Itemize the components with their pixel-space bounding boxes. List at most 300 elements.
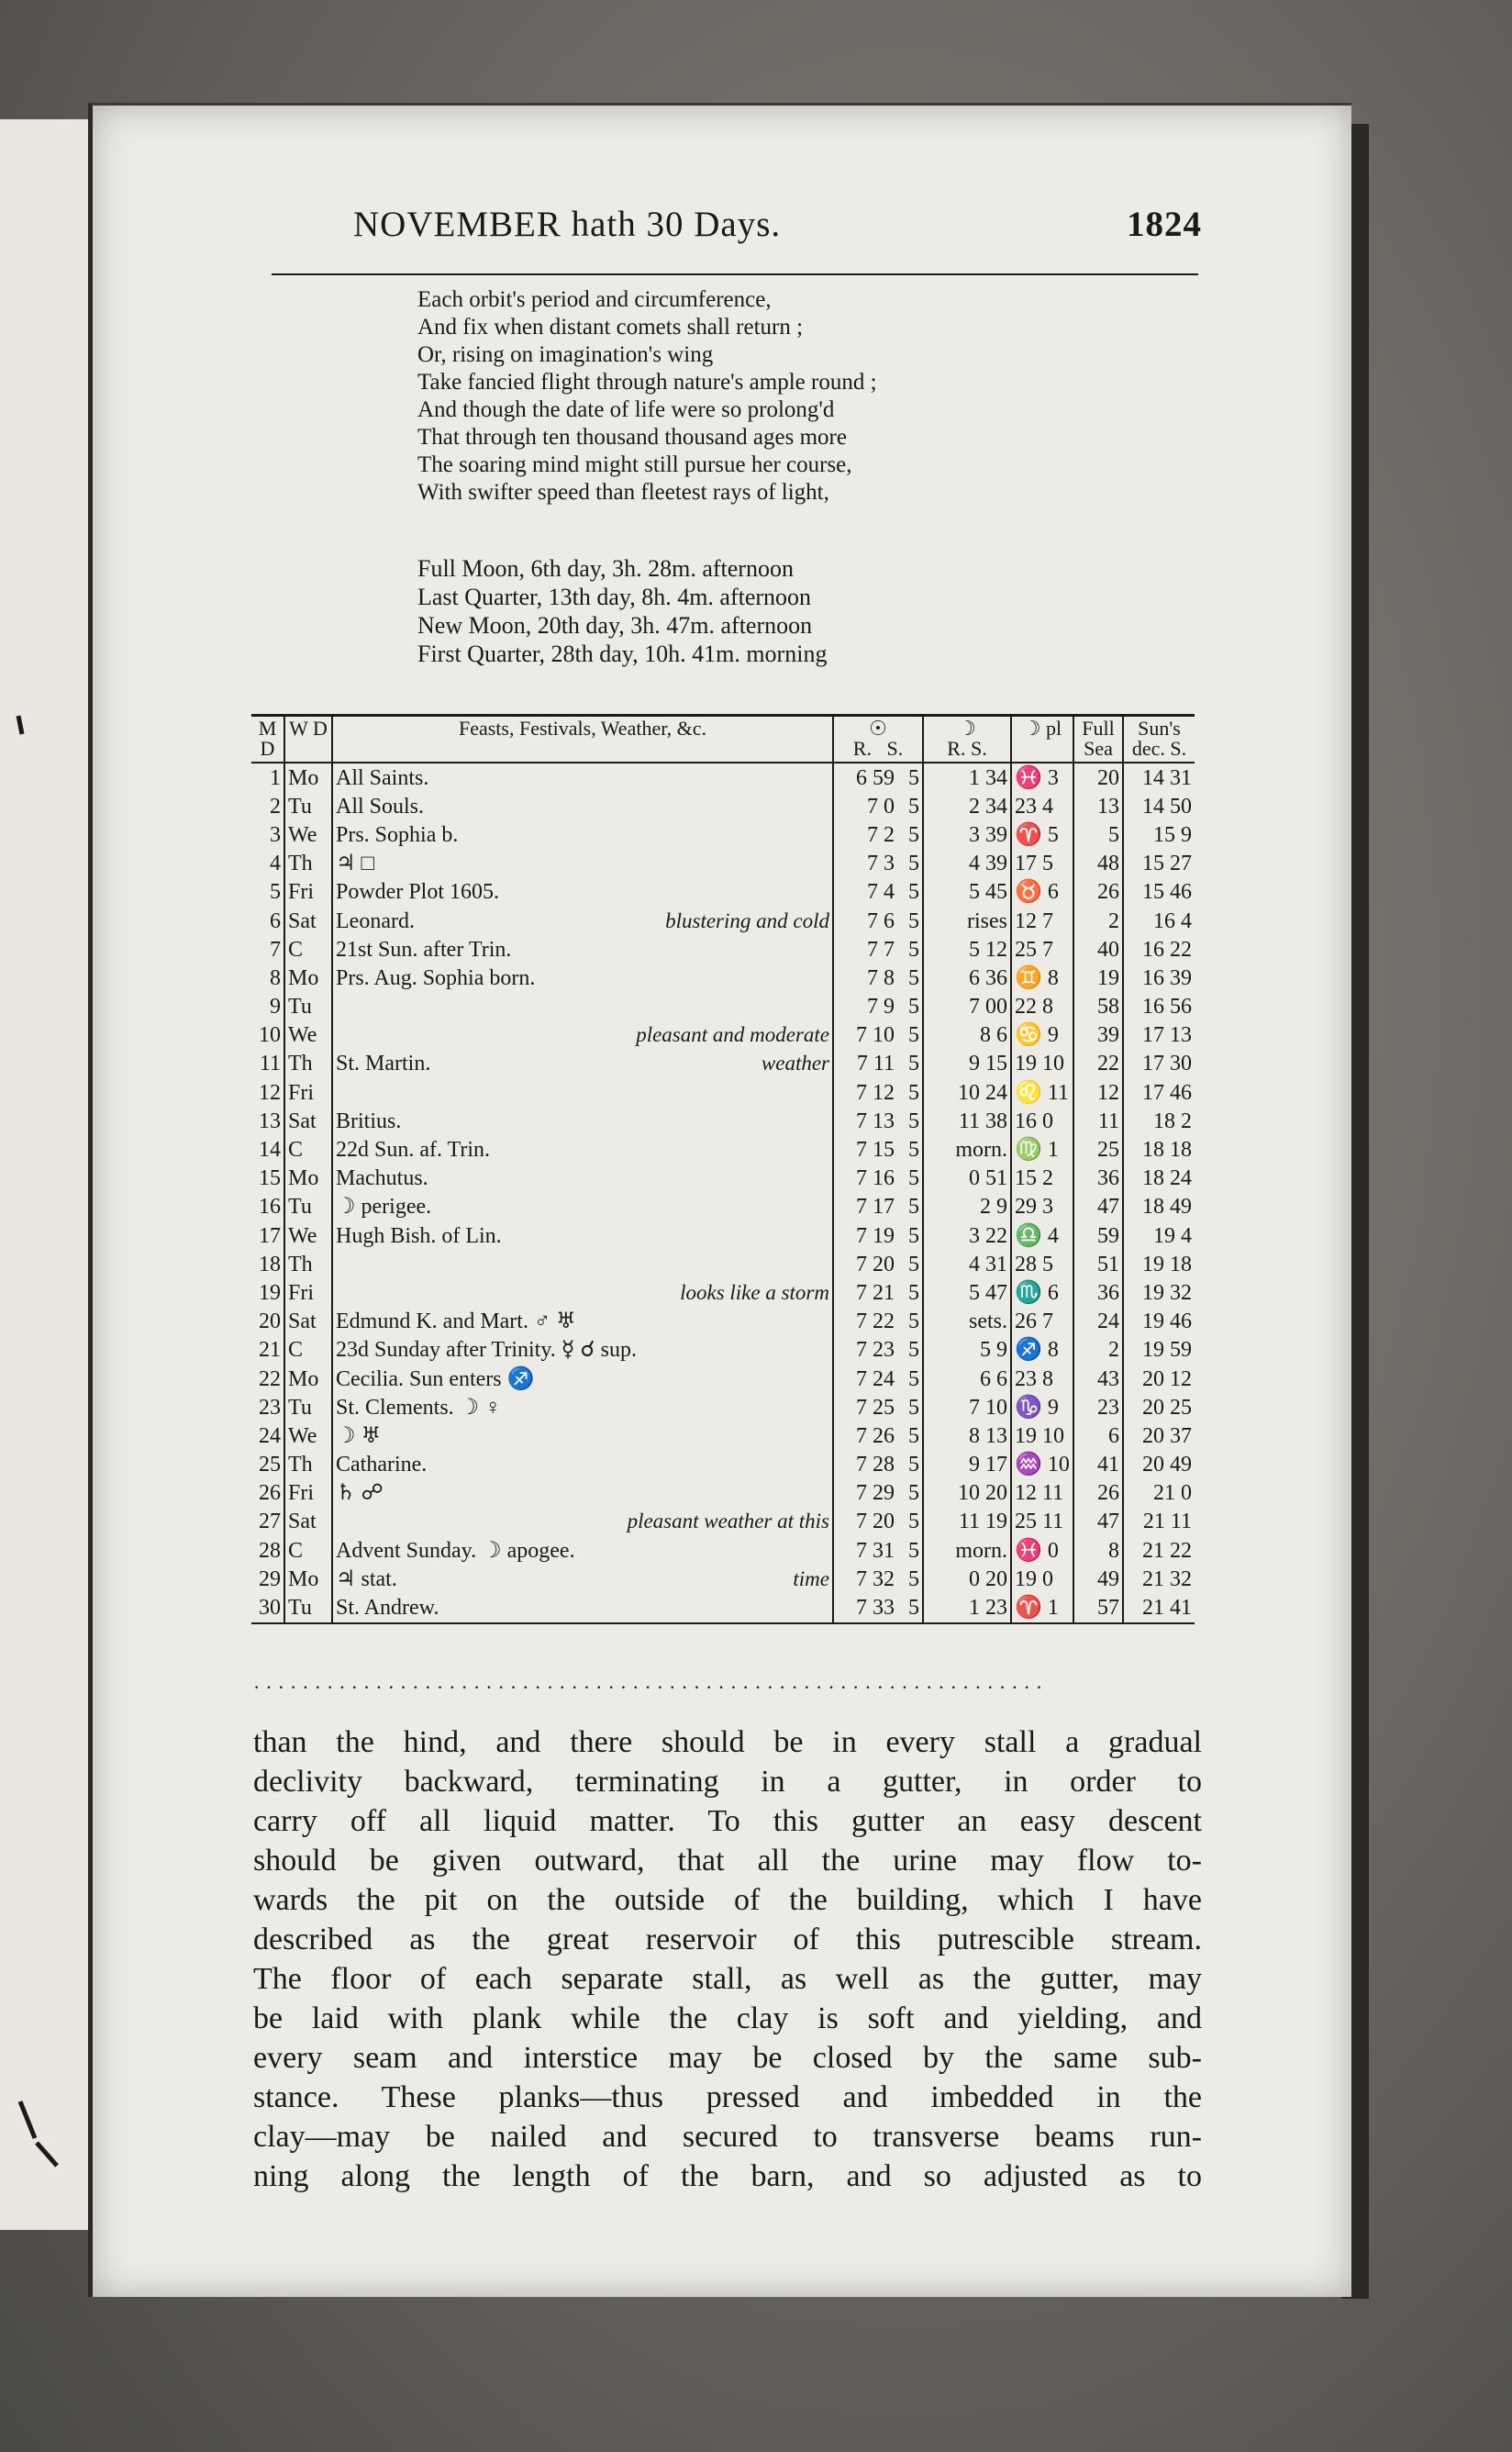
day-of-month: 29 [259, 1566, 281, 1591]
sun-set: 5 [908, 794, 919, 819]
full-sea: 36 [1073, 1278, 1123, 1307]
text-line: ning along the length of the barn, and so adjusted as to [253, 2159, 1202, 2193]
feast-entry [332, 850, 833, 878]
table-header-row [251, 716, 1195, 763]
moon-rise-set: 0 51 [923, 1165, 1011, 1193]
sun-set: 5 [908, 1423, 919, 1448]
sun-set: 5 [908, 1395, 919, 1420]
feast-text: Edmund K. and Mart. ♂ ♅ [336, 1310, 576, 1334]
page-title: NOVEMBER hath 30 Days. [353, 205, 782, 244]
table-row [251, 1050, 1195, 1078]
sun-rise: 7 13 [833, 1107, 897, 1135]
moon-place: 19 10 [1011, 1421, 1073, 1450]
moon-place: 16 0 [1011, 1107, 1073, 1135]
sun-set: 5 [908, 880, 919, 905]
day-of-week: Tu [284, 993, 332, 1021]
day-of-week: C [284, 935, 332, 964]
table-row [251, 907, 1195, 935]
page-year: 1824 [1127, 205, 1202, 244]
feast-text: Prs. Aug. Sophia born. [336, 965, 536, 990]
table-row [251, 763, 1195, 792]
sun-rise: 7 0 [833, 792, 897, 820]
moon-symbol: ☽ [958, 717, 976, 740]
full-sea: 19 [1073, 964, 1123, 992]
feast-text: ☽ perigee. [336, 1195, 432, 1220]
sun-set: 5 [908, 1023, 919, 1048]
moon-place: ♓ 0 [1011, 1536, 1073, 1565]
feast-text: Cecilia. Sun enters ♐ [336, 1366, 535, 1391]
feast-text: ♃ stat. [336, 1566, 397, 1591]
day-of-week: Th [284, 1451, 332, 1479]
sun-declination: 16 4 [1123, 907, 1195, 935]
sun-declination: 17 46 [1123, 1078, 1195, 1107]
sun-set: 5 [908, 1538, 919, 1563]
day-of-month: 24 [259, 1423, 281, 1448]
full-sea: 36 [1073, 1165, 1123, 1193]
feast-entry [332, 792, 833, 820]
text-line: The floor of each separate stall, as well as the gutter, may [253, 1962, 1202, 1996]
sun-set: 5 [908, 908, 919, 933]
article-text [253, 1722, 1202, 2196]
moon-rise-set: 5 47 [923, 1278, 1011, 1307]
sun-set: 5 [908, 1310, 919, 1334]
sun-declination: 15 46 [1123, 878, 1195, 907]
moon-place: ♈ 5 [1011, 820, 1073, 849]
day-of-month: 9 [270, 995, 281, 1020]
sun-rise: 7 32 [833, 1565, 897, 1593]
sun-set: 5 [908, 852, 919, 876]
day-of-week: Tu [284, 1393, 332, 1421]
table-row [251, 1308, 1195, 1336]
feast-text: St. Clements. ☽ ♀ [336, 1395, 502, 1420]
sun-rise: 6 59 [833, 763, 897, 792]
sun-declination: 20 25 [1123, 1393, 1195, 1421]
sun-declination: 16 39 [1123, 964, 1195, 992]
full-sea: 47 [1073, 1193, 1123, 1221]
feast-entry [332, 964, 833, 992]
feast-entry [332, 1308, 833, 1336]
sun-rise: 7 23 [833, 1336, 897, 1365]
text-line: every seam and interstice may be closed by the same sub- [253, 2041, 1202, 2075]
sun-set: 5 [908, 937, 919, 962]
moon-place: 25 7 [1011, 935, 1073, 964]
full-sea: 40 [1073, 935, 1123, 964]
table-row [251, 1421, 1195, 1450]
sun-rise: 7 28 [833, 1451, 897, 1479]
calendar-table [251, 714, 1195, 1624]
moon-rise-set: 11 19 [923, 1508, 1011, 1536]
sun-declination: 21 41 [1123, 1593, 1195, 1622]
sun-rise: 7 7 [833, 935, 897, 964]
full-sea: 47 [1073, 1508, 1123, 1536]
moon-rise-set: 2 34 [923, 792, 1011, 820]
full-sea: 6 [1073, 1421, 1123, 1450]
weather-note: pleasant and moderate [636, 1023, 829, 1047]
table-row [251, 1479, 1195, 1508]
col-header-month-day: M D [251, 716, 284, 763]
sun-set: 5 [908, 965, 919, 990]
table-row [251, 1021, 1195, 1050]
sun-declination: 18 2 [1123, 1107, 1195, 1135]
sun-rise: 7 11 [833, 1050, 897, 1078]
sun-declination: 21 32 [1123, 1565, 1195, 1593]
full-sea: 20 [1073, 763, 1123, 792]
poem-verse [417, 286, 1078, 507]
feast-entry [332, 1593, 833, 1622]
sun-rise: 7 21 [833, 1278, 897, 1307]
sun-set: 5 [908, 1481, 919, 1506]
day-of-month: 28 [259, 1538, 281, 1563]
sun-set-label: S. [886, 737, 904, 760]
day-of-week: We [284, 820, 332, 849]
text-line: than the hind, and there should be in every stall a gradual [253, 1725, 1202, 1759]
full-sea: 2 [1073, 907, 1123, 935]
table-row [251, 1393, 1195, 1421]
text-line: should be given outward, that all the urine may flow to- [253, 1844, 1202, 1878]
feast-entry [332, 1479, 833, 1508]
feast-text: Machutus. [336, 1166, 428, 1191]
moon-place: 28 5 [1011, 1250, 1073, 1278]
table-row [251, 1193, 1195, 1221]
feast-text: Britius. [336, 1109, 402, 1133]
sun-rise: 7 17 [833, 1193, 897, 1221]
feast-entry [332, 1165, 833, 1193]
full-sea: 26 [1073, 1479, 1123, 1508]
sun-declination: 21 22 [1123, 1536, 1195, 1565]
sun-set: 5 [908, 1566, 919, 1591]
moon-phase-line: New Moon, 20th day, 3h. 47m. afternoon [417, 612, 813, 639]
moon-rise-set: 10 20 [923, 1479, 1011, 1508]
moon-place: 29 3 [1011, 1193, 1073, 1221]
feast-entry [332, 1250, 833, 1278]
feast-text: Powder Plot 1605. [336, 880, 500, 905]
feast-entry [332, 1393, 833, 1421]
full-sea: 57 [1073, 1593, 1123, 1622]
sun-declination: 21 11 [1123, 1508, 1195, 1536]
feast-text: ♄ ☍ [336, 1481, 384, 1506]
moon-place: ♒ 10 [1011, 1451, 1073, 1479]
moon-phase-line: Full Moon, 6th day, 3h. 28m. afternoon [417, 555, 794, 582]
full-sea: 22 [1073, 1050, 1123, 1078]
day-of-week: Mo [284, 1165, 332, 1193]
sun-rise: 7 6 [833, 907, 897, 935]
feast-text: All Saints. [336, 765, 429, 790]
day-of-week: Mo [284, 964, 332, 992]
feast-entry [332, 935, 833, 964]
moon-place: ♉ 6 [1011, 878, 1073, 907]
moon-rise-set-label: R. S. [947, 737, 987, 760]
weather-note: blustering and cold [665, 908, 829, 932]
feast-entry [332, 1565, 833, 1593]
day-of-week: Tu [284, 1593, 332, 1622]
feast-text: St. Martin. [336, 1052, 431, 1076]
day-of-month: 27 [259, 1510, 281, 1534]
moon-rise-set: 8 6 [923, 1021, 1011, 1050]
feast-entry [332, 1278, 833, 1307]
ink-mark [18, 716, 57, 2166]
table-row [251, 1107, 1195, 1135]
dotted-separator: ································································· [253, 1676, 1049, 1699]
moon-rise-set: 10 24 [923, 1078, 1011, 1107]
table-row [251, 878, 1195, 907]
sun-rise: 7 33 [833, 1593, 897, 1622]
table-row [251, 1078, 1195, 1107]
text-line: wards the pit on the outside of the building, which I have [253, 1883, 1202, 1917]
sun-rise: 7 8 [833, 964, 897, 992]
moon-place: ♏ 6 [1011, 1278, 1073, 1307]
table-row [251, 1365, 1195, 1393]
feast-text: Leonard. [336, 908, 415, 933]
day-of-week: Th [284, 850, 332, 878]
sun-rise: 7 9 [833, 993, 897, 1021]
day-of-month: 8 [270, 965, 281, 990]
moon-place: 12 11 [1011, 1479, 1073, 1508]
feast-entry [332, 1508, 833, 1536]
moon-rise-set: 1 23 [923, 1593, 1011, 1622]
day-of-week: Tu [284, 1193, 332, 1221]
sun-set: 5 [908, 1252, 919, 1276]
feast-entry [332, 820, 833, 849]
sun-set: 5 [908, 995, 919, 1020]
full-sea: 13 [1073, 792, 1123, 820]
day-of-week: Sat [284, 907, 332, 935]
sun-declination: 18 18 [1123, 1135, 1195, 1164]
sun-set: 5 [908, 1138, 919, 1163]
sun-rise-set-labels [834, 739, 922, 759]
day-of-week: Fri [284, 1479, 332, 1508]
sun-rise-label: R. [852, 737, 872, 760]
sun-set: 5 [897, 1593, 923, 1622]
full-sea: 2 [1073, 1336, 1123, 1365]
sun-rise: 7 12 [833, 1078, 897, 1107]
sun-rise: 7 4 [833, 878, 897, 907]
day-of-week: Sat [284, 1308, 332, 1336]
sun-rise: 7 25 [833, 1393, 897, 1421]
col-header-full-sea: Full Sea [1073, 716, 1123, 763]
sun-set: 5 [908, 1223, 919, 1248]
day-of-month: 30 [251, 1593, 284, 1622]
poem-line: The soaring mind might still pursue her course, [417, 452, 852, 477]
day-of-week: C [284, 1135, 332, 1164]
col-header-sun-declination: Sun's dec. S. [1123, 716, 1195, 763]
moon-rise-set: 4 39 [923, 850, 1011, 878]
day-of-week: Th [284, 1050, 332, 1078]
sun-declination: 16 56 [1123, 993, 1195, 1021]
moon-place: 22 8 [1011, 993, 1073, 1021]
feast-text: Catharine. [336, 1453, 428, 1477]
day-of-month: 18 [259, 1252, 281, 1276]
full-sea: 49 [1073, 1565, 1123, 1593]
feast-entry [332, 1421, 833, 1450]
day-of-month: 11 [259, 1052, 281, 1076]
moon-place: ♌ 11 [1011, 1078, 1073, 1107]
poem-line: And though the date of life were so prolong'd [417, 397, 835, 422]
moon-rise-set: 1 34 [923, 763, 1011, 792]
sun-set: 5 [908, 1195, 919, 1220]
feast-entry [332, 1021, 833, 1050]
facing-page-marks [0, 0, 101, 2452]
feast-entry [332, 1336, 833, 1365]
day-of-month: 14 [259, 1138, 281, 1163]
sun-declination: 14 50 [1123, 792, 1195, 820]
page-header [353, 204, 1202, 259]
moon-rise-set: 9 15 [923, 1050, 1011, 1078]
full-sea: 39 [1073, 1021, 1123, 1050]
day-of-month: 1 [270, 765, 281, 790]
table-row [251, 993, 1195, 1021]
day-of-week: Mo [284, 1365, 332, 1393]
day-of-month: 7 [270, 937, 281, 962]
sun-declination: 18 49 [1123, 1193, 1195, 1221]
moon-rise-set: 3 39 [923, 820, 1011, 849]
col-header-sun [833, 716, 923, 763]
moon-rise-set: morn. [923, 1135, 1011, 1164]
moon-place: ♓ 3 [1011, 763, 1073, 792]
day-of-week: Tu [284, 792, 332, 820]
moon-place: 19 10 [1011, 1050, 1073, 1078]
moon-place: 23 4 [1011, 792, 1073, 820]
feast-entry [332, 1193, 833, 1221]
day-of-month: 4 [270, 852, 281, 876]
day-of-week: Th [284, 1250, 332, 1278]
moon-place: 15 2 [1011, 1165, 1073, 1193]
moon-place: 19 0 [1011, 1565, 1073, 1593]
moon-rise-set: 5 9 [923, 1336, 1011, 1365]
sun-set: 5 [908, 1338, 919, 1363]
day-of-week: Sat [284, 1508, 332, 1536]
feast-entry [332, 993, 833, 1021]
day-of-month: 5 [270, 880, 281, 905]
day-of-month: 19 [259, 1280, 281, 1305]
feast-text: Hugh Bish. of Lin. [336, 1223, 502, 1248]
day-of-month: 17 [259, 1223, 281, 1248]
day-of-month: 22 [259, 1366, 281, 1391]
full-sea: 12 [1073, 1078, 1123, 1107]
moon-place: ♐ 8 [1011, 1336, 1073, 1365]
moon-rise-set: 8 13 [923, 1421, 1011, 1450]
feast-text: All Souls. [336, 794, 425, 819]
full-sea: 58 [1073, 993, 1123, 1021]
feast-entry [332, 907, 833, 935]
moon-phases [417, 554, 1078, 668]
moon-rise-set: 0 20 [923, 1565, 1011, 1593]
table-row [251, 1250, 1195, 1278]
full-sea: 23 [1073, 1393, 1123, 1421]
sun-set: 5 [908, 1280, 919, 1305]
sun-declination: 20 37 [1123, 1421, 1195, 1450]
sun-rise: 7 31 [833, 1536, 897, 1565]
poem-line: Take fancied flight through nature's ample round ; [417, 370, 877, 395]
moon-place: ♑ 9 [1011, 1393, 1073, 1421]
sun-declination: 20 12 [1123, 1365, 1195, 1393]
sun-declination: 20 49 [1123, 1451, 1195, 1479]
weather-note: pleasant weather at this [627, 1510, 829, 1533]
day-of-week: Fri [284, 1078, 332, 1107]
sun-set: 5 [908, 1453, 919, 1477]
sun-declination: 19 46 [1123, 1308, 1195, 1336]
table-row [251, 1451, 1195, 1479]
day-of-week: Mo [284, 1565, 332, 1593]
feast-entry [332, 1536, 833, 1565]
sun-declination: 21 0 [1123, 1479, 1195, 1508]
day-of-week: Fri [284, 878, 332, 907]
text-line: carry off all liquid matter. To this gutter an easy descent [253, 1804, 1202, 1838]
moon-place: 26 7 [1011, 1308, 1073, 1336]
header-rule [272, 273, 1198, 275]
moon-place: ♈ 1 [1011, 1593, 1073, 1622]
feast-text: 22d Sun. af. Trin. [336, 1138, 491, 1163]
moon-phase-line: Last Quarter, 13th day, 8h. 4m. afternoon [417, 584, 812, 610]
sun-declination: 16 22 [1123, 935, 1195, 964]
sun-declination: 18 24 [1123, 1165, 1195, 1193]
full-sea: 24 [1073, 1308, 1123, 1336]
moon-place: 12 7 [1011, 907, 1073, 935]
day-of-week: Mo [284, 763, 332, 792]
feast-text: Prs. Sophia b. [336, 822, 459, 847]
sun-rise: 7 22 [833, 1308, 897, 1336]
sun-rise: 7 20 [833, 1250, 897, 1278]
feast-text: St. Andrew. [336, 1596, 439, 1621]
moon-rise-set: 5 12 [923, 935, 1011, 964]
sun-rise: 7 3 [833, 850, 897, 878]
feast-entry [332, 1107, 833, 1135]
sun-declination: 15 9 [1123, 820, 1195, 849]
feast-text: ♃ □ [336, 852, 375, 876]
sun-rise: 7 10 [833, 1021, 897, 1050]
sun-set: 5 [908, 1166, 919, 1191]
weather-note: weather [761, 1052, 829, 1076]
day-of-month: 20 [259, 1310, 281, 1334]
moon-rise-set: 2 9 [923, 1193, 1011, 1221]
moon-place: ♎ 4 [1011, 1221, 1073, 1250]
moon-rise-set: sets. [923, 1308, 1011, 1336]
full-sea: 43 [1073, 1365, 1123, 1393]
sun-set: 5 [908, 1052, 919, 1076]
moon-rise-set: rises [923, 907, 1011, 935]
feast-text: Advent Sunday. ☽ apogee. [336, 1538, 575, 1563]
sun-rise: 7 19 [833, 1221, 897, 1250]
table-row [251, 1508, 1195, 1536]
table-row [251, 1593, 1195, 1622]
full-sea: 11 [1073, 1107, 1123, 1135]
table-row [251, 964, 1195, 992]
sun-declination: 14 31 [1123, 763, 1195, 792]
sun-rise: 7 2 [833, 820, 897, 849]
table-row [251, 1336, 1195, 1365]
weather-note: time [793, 1566, 829, 1590]
full-sea: 8 [1073, 1536, 1123, 1565]
moon-rise-set: 9 17 [923, 1451, 1011, 1479]
sun-rise: 7 15 [833, 1135, 897, 1164]
full-sea: 51 [1073, 1250, 1123, 1278]
sun-declination: 15 27 [1123, 850, 1195, 878]
full-sea: 59 [1073, 1221, 1123, 1250]
day-of-month: 2 [270, 794, 281, 819]
feast-entry [332, 1365, 833, 1393]
table-row [251, 1536, 1195, 1565]
col-header-moon-place: ☽ pl [1011, 716, 1073, 763]
day-of-month: 16 [259, 1195, 281, 1220]
feast-entry [332, 763, 833, 792]
moon-rise-set: 7 10 [923, 1393, 1011, 1421]
moon-rise-set: 4 31 [923, 1250, 1011, 1278]
day-of-week: Fri [284, 1278, 332, 1307]
moon-rise-set: morn. [923, 1536, 1011, 1565]
weather-note: looks like a storm [680, 1280, 829, 1304]
sun-rise: 7 29 [833, 1479, 897, 1508]
sun-set: 5 [908, 822, 919, 847]
col-header-week-day: W D [284, 716, 332, 763]
